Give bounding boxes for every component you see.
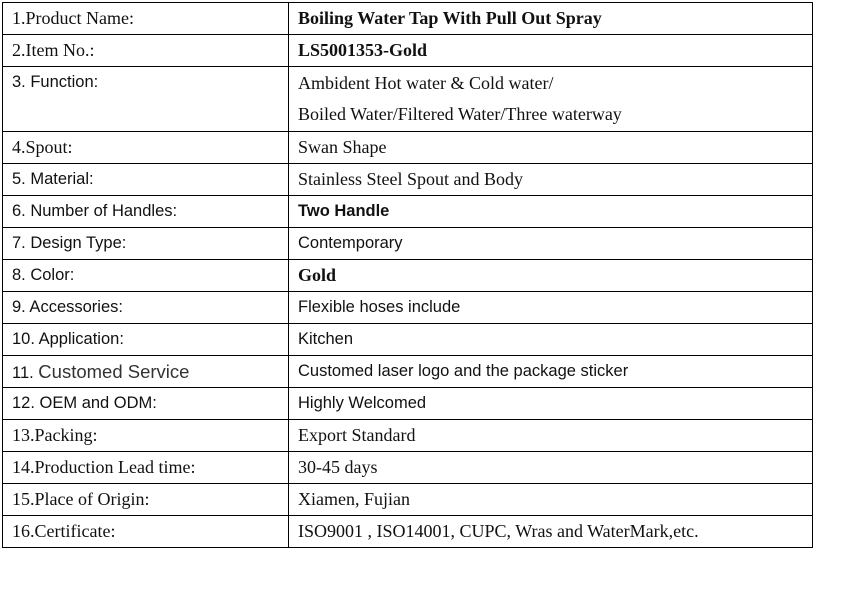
spec-label: 9. Accessories: <box>3 292 289 324</box>
spec-label: 14.Production Lead time: <box>3 452 289 484</box>
spec-value-line: Ambident Hot water & Cold water/ <box>298 73 554 93</box>
spec-row-packing <box>3 420 813 452</box>
spec-row-handles <box>3 196 813 228</box>
spec-value: Xiamen, Fujian <box>289 484 813 516</box>
spec-value: Swan Shape <box>289 132 813 164</box>
spec-row-certificate <box>3 516 813 548</box>
spec-label: 5. Material: <box>3 164 289 196</box>
spec-value: Export Standard <box>289 420 813 452</box>
spec-value: Kitchen <box>289 324 813 356</box>
spec-value-line: Boiled Water/Filtered Water/Three waterway <box>298 104 622 124</box>
spec-value: Flexible hoses include <box>289 292 813 324</box>
spec-value: Boiling Water Tap With Pull Out Spray <box>289 3 813 35</box>
spec-value <box>289 67 813 132</box>
spec-label: 12. OEM and ODM: <box>3 388 289 420</box>
spec-value: Highly Welcomed <box>289 388 813 420</box>
spec-label: 7. Design Type: <box>3 228 289 260</box>
spec-value: 30-45 days <box>289 452 813 484</box>
spec-row-product-name <box>3 3 813 35</box>
spec-value: Gold <box>289 260 813 292</box>
spec-label: 16.Certificate: <box>3 516 289 548</box>
spec-row-color <box>3 260 813 292</box>
spec-value: Contemporary <box>289 228 813 260</box>
spec-label: 8. Color: <box>3 260 289 292</box>
spec-row-application <box>3 324 813 356</box>
spec-row-design-type <box>3 228 813 260</box>
spec-label: 1.Product Name: <box>3 3 289 35</box>
spec-label-prefix: 11. <box>12 363 39 382</box>
spec-label-main: Customed Service <box>38 360 190 382</box>
product-spec-table <box>2 2 813 548</box>
spec-label: 13.Packing: <box>3 420 289 452</box>
spec-label: 10. Application: <box>3 324 289 356</box>
spec-label: 4.Spout: <box>3 132 289 164</box>
spec-label: 15.Place of Origin: <box>3 484 289 516</box>
spec-value: LS5001353-Gold <box>289 35 813 67</box>
spec-label: 3. Function: <box>3 67 289 132</box>
spec-row-accessories <box>3 292 813 324</box>
spec-row-material <box>3 164 813 196</box>
spec-value: Stainless Steel Spout and Body <box>289 164 813 196</box>
spec-value: Customed laser logo and the package sticker <box>289 356 813 388</box>
spec-row-customed-service <box>3 356 813 388</box>
spec-row-function <box>3 67 813 132</box>
spec-value: ISO9001 , ISO14001, CUPC, Wras and WaterMark,etc. <box>289 516 813 548</box>
spec-label <box>3 356 289 388</box>
spec-value: Two Handle <box>289 196 813 228</box>
spec-row-item-no <box>3 35 813 67</box>
spec-label: 2.Item No.: <box>3 35 289 67</box>
spec-row-origin <box>3 484 813 516</box>
spec-row-spout <box>3 132 813 164</box>
spec-label: 6. Number of Handles: <box>3 196 289 228</box>
spec-row-lead-time <box>3 452 813 484</box>
spec-row-oem-odm <box>3 388 813 420</box>
